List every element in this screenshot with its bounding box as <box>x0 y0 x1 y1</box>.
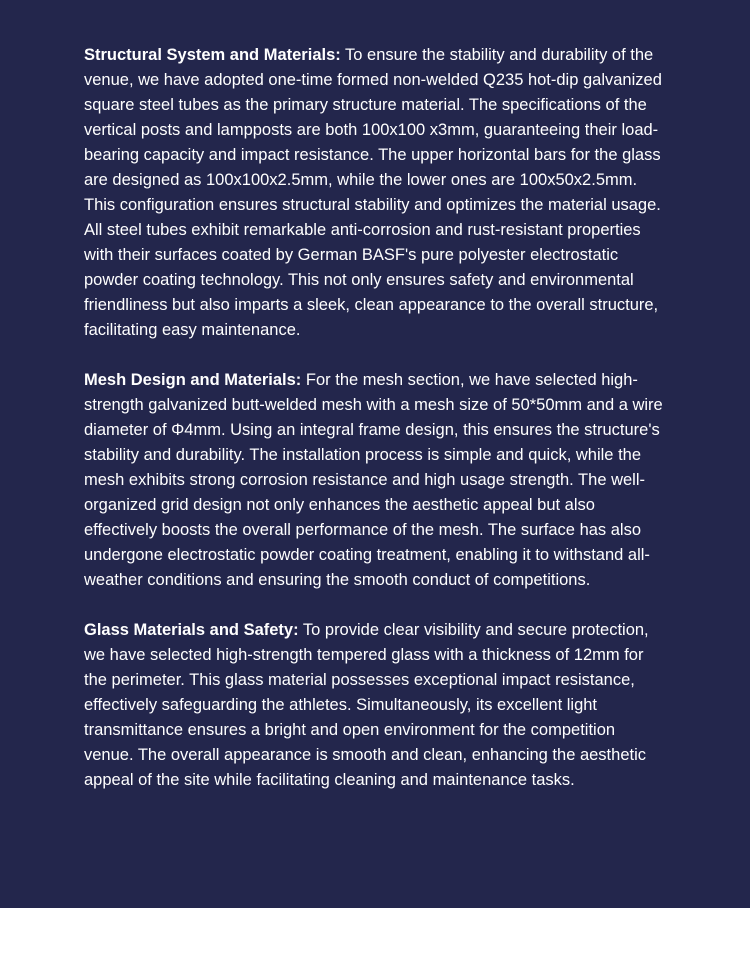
section-glass-materials <box>84 618 666 793</box>
section-heading: Mesh Design and Materials: <box>84 371 302 389</box>
section-heading: Glass Materials and Safety: <box>84 621 299 639</box>
section-heading: Structural System and Materials: <box>84 46 341 64</box>
section-body: To provide clear visibility and secure protection, we have selected high-strength tempered glass with a thickness of 12mm for the perimeter. This glass material possesses exceptional impact resistance, effectively safeguarding the athletes. Simultaneously, its excellent light transmittance ensures a bright and open environment for the competition venue. The overall appearance is smooth and clean, enhancing the aesthetic appeal of the site while facilitating cleaning and maintenance tasks. <box>84 621 649 789</box>
section-structural-system <box>84 43 666 343</box>
section-body: To ensure the stability and durability of the venue, we have adopted one-time formed non-welded Q235 hot-dip galvanized square steel tubes as the primary structure material. The specifications of the vertical posts and lampposts are both 100x100 x3mm, guaranteeing their load-bearing capacity and impact resistance. The upper horizontal bars for the glass are designed as 100x100x2.5mm, while the lower ones are 100x50x2.5mm. This configuration ensures structural stability and optimizes the material usage. All steel tubes exhibit remarkable anti-corrosion and rust-resistant properties with their surfaces coated by German BASF's pure polyester electrostatic powder coating technology. This not only ensures safety and environmental friendliness but also imparts a sleek, clean appearance to the overall structure, facilitating easy maintenance. <box>84 46 662 339</box>
section-mesh-design <box>84 368 666 593</box>
section-body: For the mesh section, we have selected high-strength galvanized butt-welded mesh with a mesh size of 50*50mm and a wire diameter of Φ4mm. Using an integral frame design, this ensures the structure's stability and durability. The installation process is simple and quick, while the mesh exhibits strong corrosion resistance and high usage strength. The well-organized grid design not only enhances the aesthetic appeal but also effectively boosts the overall performance of the mesh. The surface has also undergone electrostatic powder coating treatment, enabling it to withstand all-weather conditions and ensuring the smooth conduct of competitions. <box>84 371 663 589</box>
